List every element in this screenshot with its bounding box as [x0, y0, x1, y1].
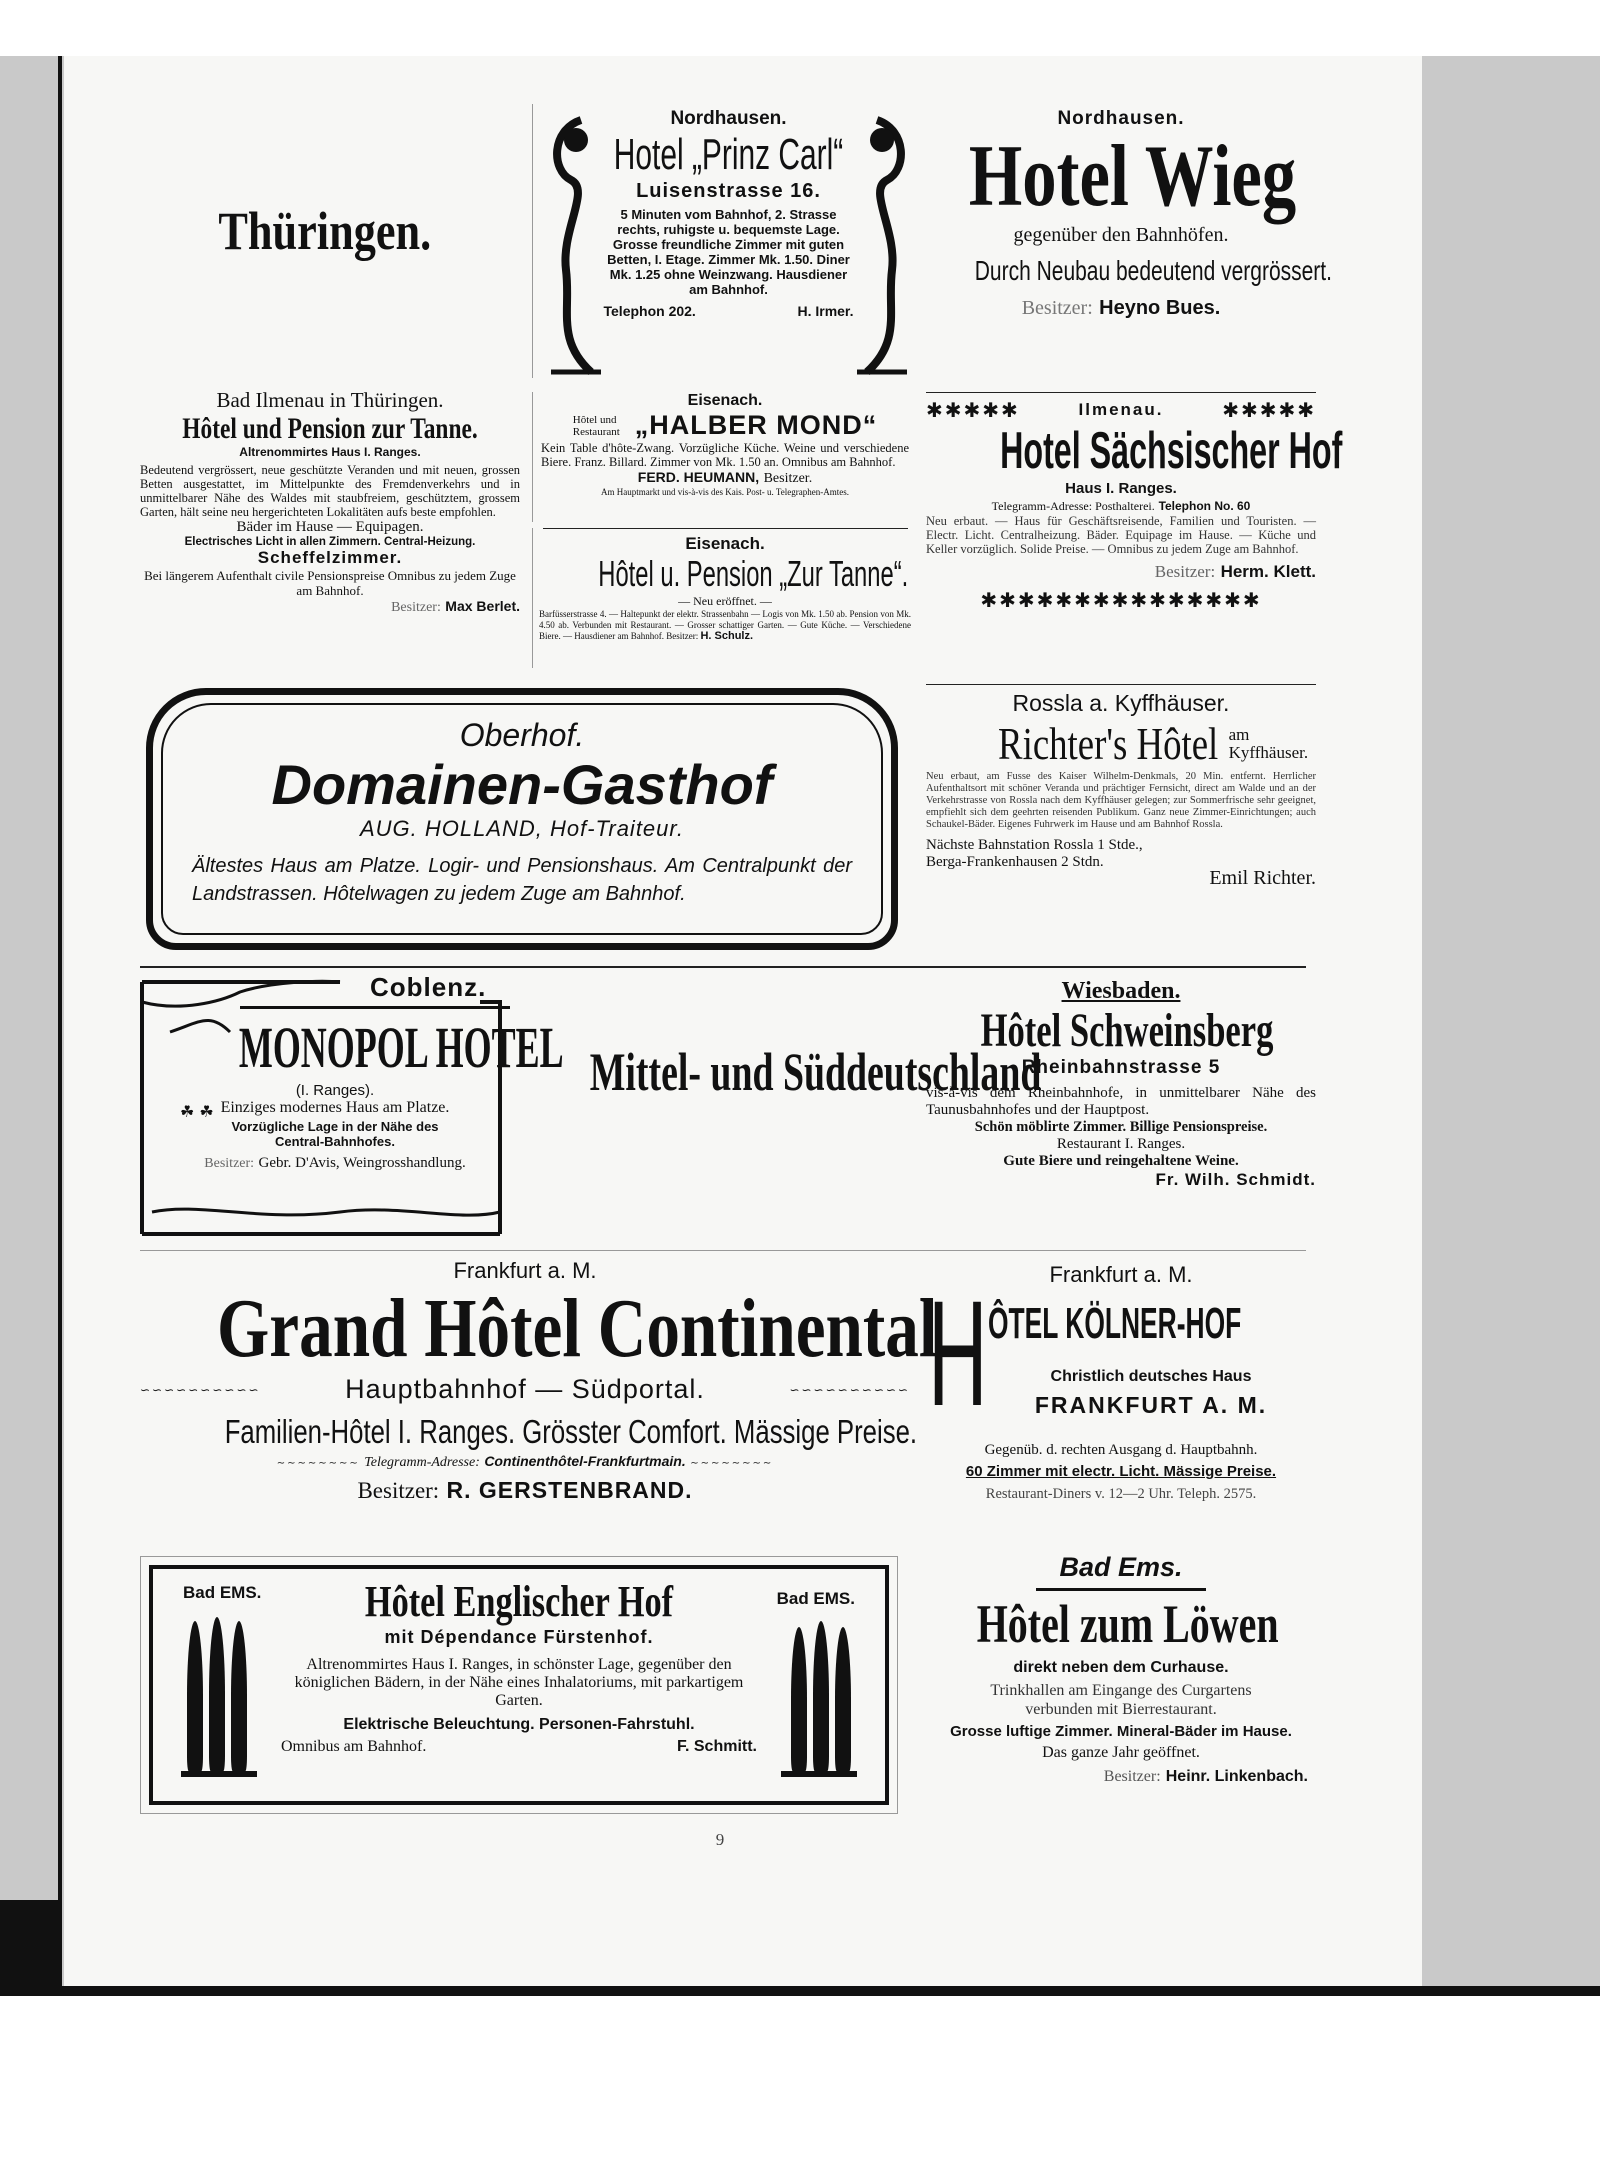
- description: Trinkhallen am Eingange des Curgartens verbunden mit Bierrestaurant.: [990, 1682, 1252, 1718]
- rooms: Scheffelzimmer.: [257, 548, 403, 567]
- location: gegenüber den Bahnhöfen.: [1013, 224, 1229, 246]
- section-thueringen: [140, 200, 510, 262]
- ground-line: [781, 1771, 857, 1777]
- rank: Altrenommirtes Haus I. Ranges.: [239, 445, 421, 459]
- hotel-name: Hôtel Englischer Hof: [364, 1577, 674, 1626]
- owner: F. Schmitt.: [676, 1738, 757, 1755]
- address: Rheinbahnstrasse 5: [1021, 1057, 1221, 1078]
- corner-label-right: Bad EMS.: [776, 1589, 855, 1608]
- ad-hotel-zur-tanne-ilmenau: [140, 388, 520, 658]
- owner-line: [926, 295, 1316, 320]
- divider: [926, 684, 1316, 685]
- location: Vorzügliche Lage in der Nähe des Central-Bahnhofes.: [231, 1119, 439, 1149]
- baths: Bäder im Hause — Equipagen.: [236, 519, 424, 535]
- city-label: Frankfurt a. M.: [453, 1258, 597, 1283]
- hotel-name: Grand Hôtel Continental: [217, 1282, 938, 1375]
- section-title: Thüringen.: [218, 201, 432, 261]
- ad-monopol-hotel: [140, 972, 564, 1242]
- open-note: Das ganze Jahr geöffnet.: [1042, 1744, 1200, 1761]
- owner-line: [926, 562, 1316, 582]
- owner-label: Besitzer:: [391, 600, 441, 615]
- telegram-row: [140, 1453, 910, 1471]
- city-label: Bad Ems.: [1059, 1552, 1183, 1582]
- telegram-label: Telegramm-Adresse:: [364, 1455, 480, 1470]
- description: vis-à-vis dem Rheinbahnhofe, in unmittelbarer Nähe des Taunusbahnhofes und der Hauptpost.: [926, 1085, 1316, 1118]
- owner: R. GERSTENBRAND.: [446, 1477, 693, 1503]
- ad-hotel-englischer-hof: [140, 1556, 898, 1814]
- ad-grand-hotel-continental: [140, 1258, 938, 1538]
- owner: Emil Richter.: [1209, 867, 1316, 889]
- description-2: Bei längerem Aufenthalt civile Pensionspreise Omnibus zu jedem Zuge am Bahnhof.: [144, 568, 516, 598]
- diners: Restaurant-Diners v. 12—2 Uhr. Teleph. 2575.: [985, 1486, 1257, 1502]
- hotel-name: Domainen-Gasthof: [271, 753, 773, 816]
- city-label: Wiesbaden.: [1061, 978, 1181, 1004]
- monopol-body: [180, 1015, 564, 1172]
- subheading: direkt neben dem Curhause.: [1013, 1659, 1229, 1676]
- owner: Max Berlet.: [445, 598, 520, 614]
- star-ornament-icon: ✱✱✱✱✱: [1222, 398, 1316, 422]
- owner: Gebr. D'Avis, Weingrosshandlung.: [258, 1155, 466, 1171]
- heading: Bad Ilmenau in Thüringen.: [216, 388, 444, 412]
- name-suffix: am Kyffhäuser.: [1228, 725, 1309, 762]
- city-label: Nordhausen.: [670, 108, 787, 129]
- owner-label: Besitzer:: [666, 631, 699, 641]
- telegram: Continenthôtel-Frankfurtmain.: [484, 1453, 686, 1469]
- header-row: [926, 398, 1316, 422]
- ground-line: [181, 1771, 257, 1777]
- divider: [926, 392, 1316, 393]
- hotel-name: Hôtel Schweinsberg: [980, 1004, 1274, 1057]
- ad-hotel-koelner-hof: [926, 1262, 1316, 1542]
- owner: Heyno Bues.: [1099, 297, 1221, 319]
- description-text: Barfüsserstrasse 4. — Haltepunkt der elektr. Strassenbahn — Logis von Mk. 1.50 ab. Pension von Mk. 4.50 ab. Verbunden mit Restaurant. — Grosser schattiger Garten. — Gute Küche. — Verschiedene Biere. — Hausdiener am Bahnhof.: [539, 609, 911, 641]
- city-2: FRANKFURT A. M.: [1034, 1392, 1268, 1418]
- location: Am Hauptmarkt und vis-à-vis des Kais. Post- u. Telegraphen-Amtes.: [601, 487, 849, 497]
- binding-shadow: [0, 1900, 62, 1996]
- drinks: Gute Biere und reingehaltene Weine.: [1003, 1153, 1239, 1169]
- subheading: mit Dépendance Fürstenhof.: [384, 1627, 654, 1647]
- name-block: [926, 1269, 1316, 1438]
- owner: H. Schulz.: [700, 630, 754, 642]
- ad-zur-tanne-eisenach: [532, 528, 917, 668]
- wave-ornament-icon: ∽∽∽∽∽∽∽∽∽∽: [140, 1382, 261, 1397]
- ornament-left-icon: [541, 110, 601, 380]
- owner-label: Besitzer:: [1021, 297, 1093, 319]
- wave-ornament-icon: ∼∼∼∼∼∼∼∼: [276, 1458, 360, 1469]
- city-label: Ilmenau.: [1078, 400, 1164, 419]
- ad-prinz-carl: [532, 104, 924, 378]
- omnibus: Omnibus am Bahnhof.: [281, 1738, 427, 1755]
- hotel-name: Hôtel u. Pension „Zur Tanne“.: [598, 553, 909, 594]
- owner-label: Besitzer:: [1103, 1768, 1161, 1785]
- tree-icon: [791, 1627, 807, 1771]
- subheading: — Neu eröffnet. —: [678, 594, 772, 608]
- address: Luisenstrasse 16.: [636, 180, 821, 202]
- description: Neu erbaut, am Fusse des Kaiser Wilhelm-Denkmals, 20 Min. entfernt. Herrlicher Aufenthaltsort mit schöner Veranda und prächtiger Fernsicht, direct am Walde und an der Verkehrstrasse von Rossla nach dem Kyffhäuser gelegen; zur Sommerfrische sehr geeignet, empfiehlt sich dem geehrten reisenden Publikum. Ganz neue Zimmer-Einrichtungen; auch Schaukel-Bäder. Eigenes Fuhrwerk im Hause und am Bahnhof Rossla.: [926, 771, 1316, 830]
- city-label: Rossla a. Kyffhäuser.: [1012, 690, 1230, 716]
- name-row: [533, 410, 917, 441]
- station: Nächste Bahnstation Rossla 1 Stde., Berga-Frankenhausen 2 Stdn.: [926, 837, 1143, 870]
- description: Ältestes Haus am Platze. Logir- und Pensionshaus. Am Centralpunkt der Landstrassen. Hôtelwagen zu jedem Zuge am Bahnhof.: [192, 855, 852, 905]
- owner: H. Irmer.: [797, 303, 854, 319]
- city-label: Eisenach.: [687, 392, 763, 409]
- page-edge-line: [58, 56, 62, 1996]
- note: Durch Neubau bedeutend vergrössert.: [974, 255, 1332, 286]
- description: Neu erbaut. — Haus für Geschäftsreisende, Familien und Touristen. — Electr. Licht. Centralheizung. Bäder. Equipage im Hause. — Küche und Keller vorzüglich. Solide Preise. — Omnibus zu jedem Zuge am Bahnhof.: [926, 514, 1316, 556]
- tree-icon: [835, 1627, 851, 1771]
- inner-frame: [161, 703, 883, 935]
- restaurant: Restaurant I. Ranges.: [1056, 1136, 1186, 1152]
- ad-hotel-zum-loewen: [926, 1552, 1316, 1832]
- amenities: Electrisches Licht in allen Zimmern. Central-Heizung.: [184, 536, 476, 548]
- owner-line: [926, 1766, 1316, 1786]
- englischer-hof-body: [269, 1577, 769, 1756]
- rooms: Schön möblirte Zimmer. Billige Pensionspreise.: [974, 1119, 1268, 1135]
- city-label: Oberhof.: [459, 717, 585, 753]
- owner: Heinr. Linkenbach.: [1165, 1768, 1308, 1785]
- ad-domainen-gasthof: [146, 688, 898, 950]
- ad-hotel-schweinsberg: [926, 978, 1316, 1248]
- section-mittel-sueddeutschland: [532, 1040, 1042, 1104]
- location: Hauptbahnhof — Südportal.: [345, 1374, 705, 1404]
- description: Altrenommirtes Haus I. Ranges, in schönster Lage, gegenüber den königlichen Bädern, in der Nähe eines Inhalatoriums, mit parkartigem Garten.: [294, 1656, 744, 1709]
- hotel-name: Hôtel und Pension zur Tanne.: [182, 412, 478, 445]
- wave-ornament-icon: ∽∽∽∽∽∽∽∽∽∽: [789, 1382, 910, 1397]
- owner-label: Besitzer:: [204, 1156, 255, 1171]
- tagline: Familien-Hôtel I. Ranges. Grösster Comfort. Mässige Preise.: [224, 1413, 918, 1450]
- contact-row: [926, 499, 1316, 514]
- clover-ornament-icon: ☘ ☘: [180, 1102, 214, 1121]
- owner-line: [140, 598, 520, 616]
- owner: Herm. Klett.: [1220, 562, 1316, 581]
- city-label: Nordhausen.: [1057, 108, 1185, 129]
- ad-halber-mond: [532, 392, 917, 522]
- page-number: 9: [715, 1830, 725, 1849]
- footer-line: [604, 303, 854, 319]
- location-row: [140, 1374, 910, 1405]
- owner-line: [140, 1477, 910, 1504]
- section-divider: [140, 966, 1306, 968]
- star-ornament-icon: ✱✱✱✱✱✱✱✱✱✱✱✱✱✱✱: [980, 588, 1262, 612]
- tree-icon: [187, 1621, 203, 1771]
- scan-bottom-bar: [0, 1986, 1600, 1996]
- hotel-name: MONOPOL HOTEL: [238, 1015, 564, 1080]
- owner-line: [180, 1155, 490, 1172]
- description: [533, 609, 917, 642]
- phone: Telephon 202.: [603, 303, 696, 319]
- ad-hotel-wieg: [926, 104, 1332, 378]
- hotel-name: ÔTEL KÖLNER-HOF: [988, 1299, 1242, 1348]
- hotel-name: Richter's Hôtel: [998, 718, 1219, 769]
- owner: FERD. HEUMANN,: [637, 469, 760, 485]
- telegram: Telegramm-Adresse: Posthalterei.: [991, 499, 1155, 513]
- rank: Haus I. Ranges.: [1065, 480, 1177, 497]
- city-label: Eisenach.: [685, 534, 765, 553]
- subheading: Christlich deutsches Haus: [1050, 1368, 1252, 1385]
- phone: Telephon No. 60: [1158, 499, 1251, 513]
- amenities: Elektrische Beleuchtung. Personen-Fahrstuhl.: [343, 1716, 695, 1733]
- corner-label-left: Bad EMS.: [183, 1583, 262, 1602]
- hotel-name: Hotel „Prinz Carl“: [613, 130, 844, 179]
- name-row: [926, 717, 1316, 771]
- city-label: Frankfurt a. M.: [1049, 1262, 1193, 1287]
- hotel-name: Hôtel zum Löwen: [976, 1594, 1279, 1654]
- description: Bedeutend vergrössert, neue geschützte Veranden und mit neuen, grossen Betten ausgestattet, im Mittelpunkte des Fremdenverkehrs und in unmittelbarer Nähe des Waldes mit staubfreiem, geschütztem, grossem Garten, hält seine neu hergerichteten Lokalitäten aufs beste empfohlen.: [140, 463, 520, 519]
- wave-ornament-icon: ∼∼∼∼∼∼∼∼: [690, 1458, 774, 1469]
- section-title: Mittel- und Süddeutschland: [589, 1042, 1042, 1102]
- city-label: Coblenz.: [370, 972, 487, 1002]
- hotel-name: Hotel Sächsischer Hof: [1000, 422, 1343, 480]
- owner-label: Besitzer.: [763, 471, 813, 486]
- location: Gegenüb. d. rechten Ausgang d. Hauptbahnh.: [984, 1442, 1258, 1458]
- owner-label: Besitzer:: [1154, 562, 1216, 581]
- section-divider: [140, 1250, 1306, 1251]
- initial-letter: H: [928, 1269, 988, 1437]
- rooms: 60 Zimmer mit electr. Licht. Mässige Preise.: [965, 1463, 1277, 1480]
- owner: Fr. Wilh. Schmidt.: [1155, 1170, 1316, 1189]
- rooms: Grosse luftige Zimmer. Mineral-Bäder im Hause.: [950, 1723, 1292, 1740]
- ornament-right-icon: [857, 110, 917, 380]
- owner-line: [533, 469, 917, 487]
- prefix: Hôtel und Restaurant: [572, 413, 620, 438]
- divider: [543, 528, 908, 529]
- hotel-name: „HALBER MOND“: [634, 410, 878, 440]
- hotel-name: Hotel Wieg: [968, 128, 1297, 225]
- tree-icon: [231, 1621, 247, 1771]
- description: 5 Minuten vom Bahnhof, 2. Strasse rechts, ruhigste u. bequemste Lage. Grosse freundliche Zimmer mit guten Betten, I. Etage. Zimmer Mk. 1.50. Diner Mk. 1.25 ohne Weinzwang. Hausdiener am Bahnhof.: [607, 207, 850, 297]
- star-ornament-icon: ✱✱✱✱✱: [926, 398, 1020, 422]
- owner-label: Besitzer:: [357, 1478, 440, 1503]
- description: Kein Table d'hôte-Zwang. Vorzügliche Küche. Weine und verschiedene Biere. Franz. Billard. Zimmer von Mk. 1.50 an. Omnibus am Bahnhof.: [541, 441, 909, 469]
- ad-saechsischer-hof: [926, 392, 1343, 672]
- footer-line: [269, 1738, 769, 1756]
- ad-richters-hotel: [926, 684, 1316, 964]
- city-underline: [240, 1006, 510, 1009]
- description: Einziges modernes Haus am Platze.: [220, 1099, 450, 1116]
- rank: (I. Ranges).: [295, 1082, 375, 1099]
- tree-icon: [209, 1617, 225, 1771]
- tree-icon: [813, 1621, 829, 1771]
- owner: AUG. HOLLAND, Hof-Traiteur.: [359, 816, 685, 841]
